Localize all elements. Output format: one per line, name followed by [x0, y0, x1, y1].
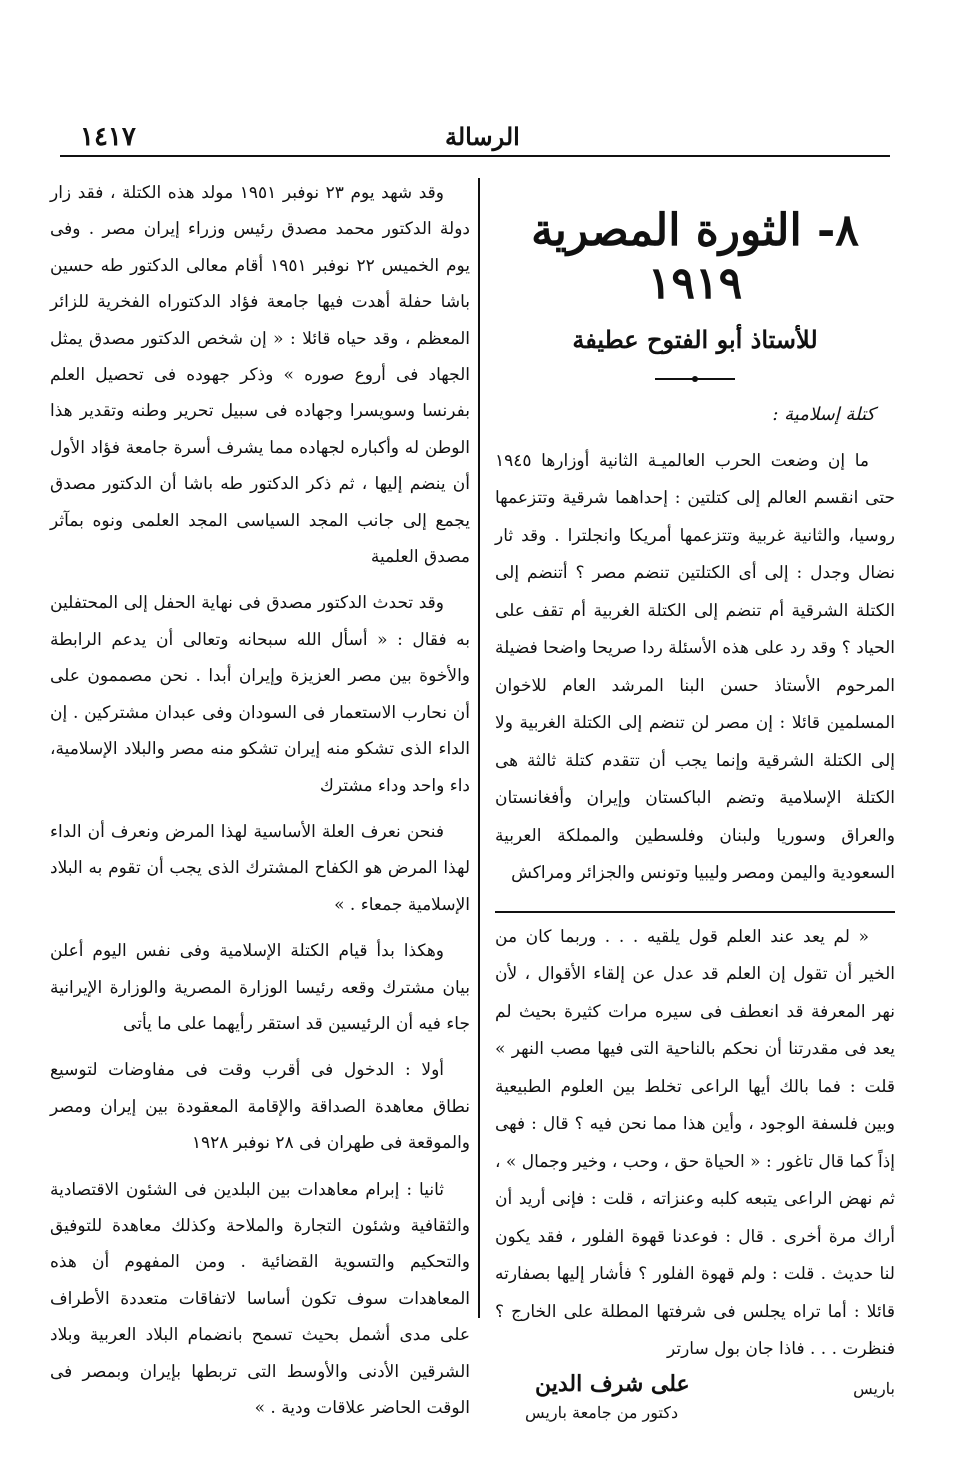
body-paragraph: ما إن وضعت الحرب العالميـة الثانية أوزارها ١٩٤٥ حتى انقسم العالم إلى كتلتين : إحداهما شرقية وتتزعمها روسيا، والثانية غربية وتتزعمها أمريكا وانجلترا . وقد ثار نضال وجدل : إلى أى الكتلتين تنضم مصر ؟ أتنضم إلى الكتلة الشرقية أم تنضم إلى الكتلة الغربية أم تقف على الحياد ؟ وقد رد على هذه الأسئلة ردا صريحا واضحا فضيلة المرحوم الأستاذ حسن البنا المرشد العام للاخوان المسلمين قائلا : إن مصر لن تنضم إلى الكتلة الغربية ولا إلى الكتلة الشرقية وإنما يجب أن تتقدم كتلة ثالثة هى الكتلة الإسلامية وتضم الباكستان وإيران وأفغانستان والعراق وسوريا ولبنان وفلسطين والمملكة العربية السعودية واليمن ومصر وليبيا وتونس والجزائر ومراكش [495, 450, 895, 884]
right-column [495, 175, 895, 1459]
article-title: ٨- الثورة المصرية ١٩١٩ [531, 205, 859, 309]
page-number: ١٤١٧ [80, 122, 136, 152]
body-paragraph: وهكذا بدأ قيام الكتلة الإسلامية وفى نفس اليوم أعلن بيان مشترك وقعه رئيسا الوزارة المصرية والوزارة الإيرانية جاء فيه أن الرئيسين قد استقر رأيهما على ما يأتى [50, 941, 470, 1034]
body-paragraph: وقد شهد يوم ٢٣ نوفبر ١٩٥١ مولد هذه الكتلة ، فقد زار دولة الدكتور محمد مصدق رئيس وزراء إيران مصر . وفى يوم الخميس ٢٢ نوفبر ١٩٥١ أقام معالى الدكتور طه حسين باشا حفلة أهدت فيها جامعة فؤاد الدكتوراه الفخرية للزائر المعظم ، وقد حياه قائلا : « إن شخص الدكتور مصدق يمثل الجهاد فى أروع صوره » وذكر جهوده فى تحصيل العلم بفرنسا وسويسرا وجهاده فى سبيل تحرير وطنه وتقدير هذا الوطن له وأكباره لجهاده مما يشرف أسرة جامعة فؤاد الأول أن ينضم إليها ، ثم ذكر الدكتور طه باشا أن الدكتور مصدق يجمع إلى جانب المجد السياسى المجد العلمى ونوه بمآثر مصدق العلمية [50, 183, 471, 568]
magazine-name: الرسالة [445, 122, 520, 151]
body-paragraph: وقد تحدث الدكتور مصدق فى نهاية الحفل إلى المحتفلين به فقال : « أسأل الله سبحانه وتعالى أن يدعم الرابطة والأخوة بين مصر العزيزة وإيران أبدا . نحن مصممون على أن نحارب الاستعمار فى السودان وفى عبدان مشتركين . إن الداء الذى تشكو منه إيران تشكو منه مصر والبلاد الإسلامية، داء واحد وداء مشترك [50, 593, 470, 796]
ornament-divider [495, 374, 895, 384]
signature-name: على شرف الدين [535, 1370, 690, 1397]
quote-paragraph: « لم يعد عند العلم قول يلقيه . . . وربما كان من الخير أن تقول إن العلم قد عدل عن إلقاء الأقوال ، لأن نهر المعرفة قد انعطف فى سيره مرات كثيرة بحيث لم يعد فى مقدرتنا أن نحكم بالناحية التى فيها مصب النهر » قلت : فما بالك أيها الراعى تخلط بين العلوم الطبيعية وبين فلسفة الوجود ، وأين هذا مما نحن فيه ؟ قال : فهى إذاً كما قال تاغور : « الحياة حق ، وحب ، وخير وجمال » ، ثم نهض الراعى يتبعه كلبه وعنزاته ، قلت : فإنى أريد أن أراك مرة أخرى . قال : فوعدنا قهوة الفلور ، فقد يكون لنا حديث . قلت : ولم قهوة الفلور ؟ فأشار إليها بصفارته قائلا : أما تراه يجلس فى شرفتها المطلة على الخارج ؟ فنظرت . . . فاذا جان بول سارتر [495, 926, 895, 1360]
column-divider [478, 178, 480, 1318]
signature-block [495, 1370, 895, 1459]
signature-degree: دكتور من جامعة باريس [525, 1402, 679, 1422]
body-paragraph: فنحن نعرف العلة الأساسية لهذا المرض ونعرف أن الداء لهذا المرض هو الكفاح المشترك الذى يجب أن تقوم به البلاد الإسلامية جمعاء . » [50, 821, 470, 915]
header-rule [60, 155, 890, 157]
body-paragraph: ثانيا : إبرام معاهدات بين البلدين فى الشئون الاقتصادية والثقافية وشئون التجارة والملاحة وكذلك معاهدة للتوفيق والتحكيم والتسوية القضائية . ومن المفهوم أن هذه المعاهدات سوف تكون أساسا لاتفاقات متعددة الأطراف على مدى أشمل بحيث تسمح بانضمام البلاد العربية وبلاد الشرقين الأدنى والأوسط التى تربطها بإيران وبمصر فى الوقت الحاضر علاقات ودية . » [50, 1179, 470, 1418]
author-byline: للأستاذ أبو الفتوح عطيفة [572, 324, 818, 354]
left-column [50, 175, 470, 1436]
signature-place: باريس [853, 1378, 895, 1398]
body-paragraph: أولا : الدخول فى أقرب وقت فى مفاوضات لتوسيع نطاق معاهدة الصداقة والإقامة المعقودة بين إيران ومصر والموقعة فى طهران فى ٢٨ نوفبر ١٩٢٨ [50, 1060, 470, 1154]
quote-divider [495, 911, 895, 913]
section-heading: كتلة إسلامية : [772, 403, 875, 425]
